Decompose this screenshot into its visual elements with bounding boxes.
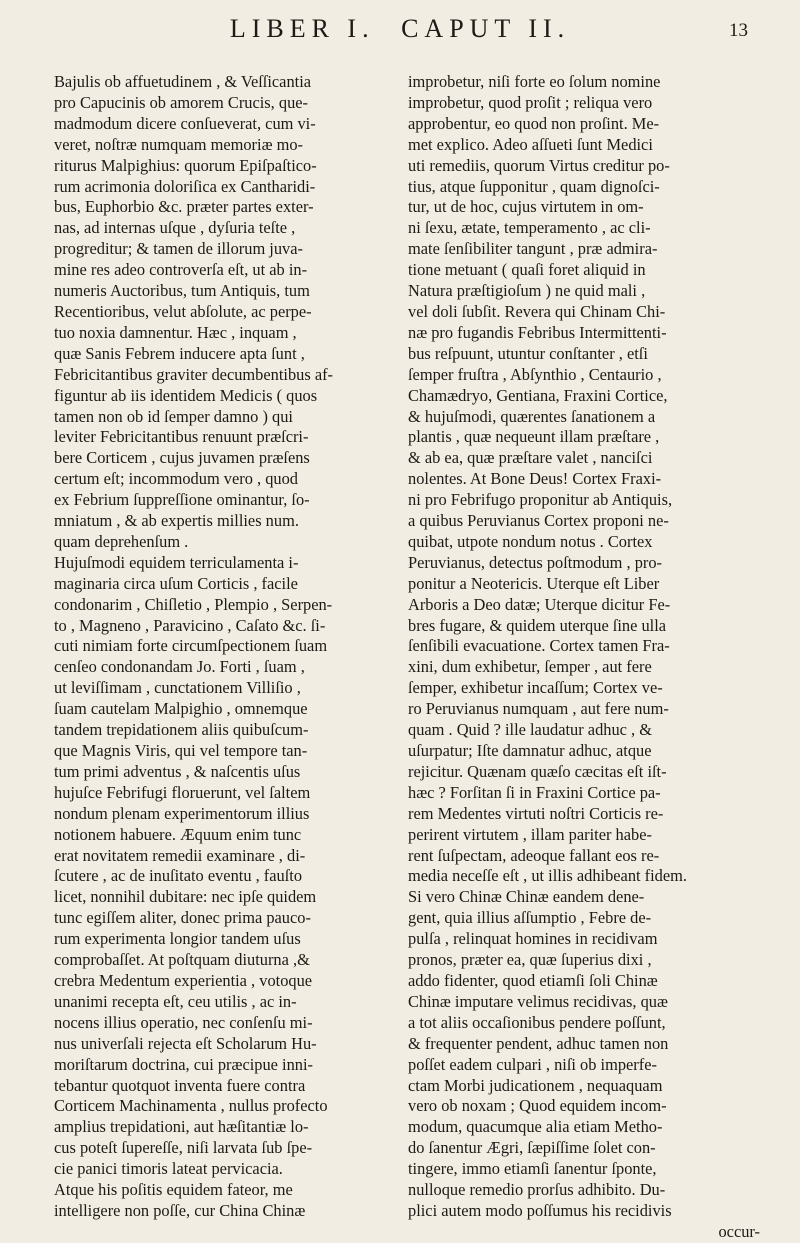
text-line: cie panici timoris lateat pervicacia.	[54, 1159, 283, 1179]
text-line: Si vero Chinæ Chinæ eandem dene-	[408, 887, 645, 907]
text-line: certum eſt; incommodum vero , quod	[54, 469, 298, 489]
text-line: Atque his poſitis equidem fateor, me	[54, 1180, 293, 1200]
text-line: tuo noxia damnentur. Hæc , inquam ,	[54, 322, 297, 342]
text-line: unanimi recepta eſt, ceu utilis , ac in-	[54, 991, 297, 1011]
text-line: ut leviſſimam , cunctationem Villiſio ,	[54, 678, 301, 698]
text-line: approbentur, eo quod non proſint. Me-	[408, 113, 660, 133]
text-line: quam deprehenſum .	[54, 531, 189, 551]
text-line: ex Febrium ſuppreſſione ominantur, ſo-	[54, 490, 310, 510]
text-line: vel doli ſubſit. Revera qui Chinam Chi-	[408, 301, 666, 321]
text-line: ſenſibili evacuatione. Cortex tamen Fra-	[408, 636, 670, 656]
text-line: rem Medentes virtuti noſtri Corticis re-	[408, 803, 664, 823]
text-line: madmodum dicere conſueverat, cum vi-	[54, 113, 316, 133]
text-line: næ pro fugandis Febribus Intermittenti-	[408, 322, 667, 342]
text-line: tunc egiſſem aliter, donec prima pauco-	[54, 908, 311, 928]
text-line: amplius trepidationi, aut hæſitantiæ lo-	[54, 1117, 309, 1137]
text-line: moriſtarum doctrina, cui præcipue inni-	[54, 1054, 313, 1074]
text-line: bres fugare, & quidem uterque ſine ulla	[408, 615, 667, 635]
text-line: uſurpatur; Iſte damnatur adhuc, atque	[408, 741, 652, 760]
page-number: 13	[729, 20, 748, 41]
text-line: tione metuant ( quaſi foret aliquid in	[408, 260, 646, 280]
text-line: cus poteſt ſupereſſe, niſi larvata ſub ſpe-	[54, 1138, 313, 1158]
text-line: crebra Medentum experientia , votoque	[54, 970, 313, 990]
text-line: mniatum , & ab expertis millies num.	[54, 511, 299, 531]
text-line: a tot aliis occaſionibus pendere poſſunt,	[408, 1012, 666, 1032]
text-line: tandem trepidationem aliis quibuſcum-	[54, 720, 309, 740]
text-line: ni ſexu, ætate, temperamento , ac cli-	[408, 218, 651, 238]
text-line: tius, atque ſupponitur , quam dignoſci-	[408, 176, 660, 196]
text-line: que Magnis Viris, qui vel tempore tan-	[54, 741, 308, 760]
text-line: quæ Sanis Febrem inducere apta ſunt ,	[54, 343, 305, 363]
text-line: Febricitantibus graviter decumbentibus af-	[54, 364, 334, 384]
text-line: xini, dum exhibetur, ſemper , aut fere	[408, 657, 652, 677]
text-line: Peruvianus, detectus poſtmodum , pro-	[408, 552, 663, 572]
text-line: poſſet eadem culpari , niſi ob imperfe-	[408, 1054, 657, 1074]
text-line: bus reſpuunt, utuntur conſtanter , etſi	[408, 343, 648, 363]
text-line: maginaria circa uſum Corticis , facile	[54, 573, 298, 593]
text-line: plici autem modo poſſumus his recidivis	[408, 1200, 672, 1220]
text-line: nocens illius operatio, nec conſenſu mi-	[54, 1012, 313, 1032]
text-line: addo fidenter, quod etiamſi ſoli Chinæ	[408, 970, 658, 990]
text-line: Corticem Machinamenta , nullus profecto	[54, 1096, 328, 1116]
chapter-label: CAPUT II.	[401, 14, 571, 43]
text-line: do ſanentur Ægri, ſæpiſſime ſolet con-	[408, 1138, 656, 1158]
text-line: tebantur quotquot inventa fuere contra	[54, 1075, 306, 1095]
text-line: numeris Auctoribus, tum Antiquis, tum	[54, 281, 310, 301]
text-line: rent ſuſpectam, adeoque fallant eos re-	[408, 845, 660, 865]
text-line: Recentioribus, velut abſolute, ac perpe-	[54, 301, 312, 321]
text-line: vero ob noxam ; Quod equidem incom-	[408, 1096, 667, 1116]
text-line: quibat, utpote nondum notus . Cortex	[408, 531, 653, 551]
text-line: Chinæ imputare velimus recidivas, quæ	[408, 991, 668, 1011]
text-line: uti remediis, quorum Virtus creditur po-	[408, 155, 670, 175]
text-line: nas, ad internas uſque , dyſuria teſte ,	[54, 218, 296, 238]
book-label: LIBER I.	[229, 14, 375, 43]
text-line: quam . Quid ? ille laudatur adhuc , &	[408, 720, 652, 740]
text-line: notionem habuere. Æquum enim tunc	[54, 824, 302, 844]
text-line: mate ſenſibiliter tangunt , præ admira-	[408, 239, 658, 259]
text-line: ro Peruvianus numquam , aut fere num-	[408, 699, 669, 719]
text-line: rum experimenta longior tandem uſus	[54, 929, 301, 949]
text-line: cuti nimiam forte circumſpectionem ſuam	[54, 636, 328, 656]
text-line: rum acrimonia doloriſica ex Cantharidi-	[54, 176, 316, 196]
text-line: nulloque remedio prorſus adhibito. Du-	[408, 1180, 666, 1200]
text-line: ſemper fruſtra , Abſynthio , Centaurio ,	[408, 364, 662, 384]
text-line: bus, Euphorbio &c. præter partes exter-	[54, 197, 314, 217]
text-line: nondum plenam experimentorum illius	[54, 803, 310, 823]
text-line: pulſa , relinquat homines in recidivam	[408, 929, 658, 949]
text-line: ponitur a Neotericis. Uterque eſt Liber	[408, 573, 660, 593]
catchword: occur-	[718, 1221, 760, 1241]
text-line: nus univerſali rejecta eſt Scholarum Hu-	[54, 1033, 317, 1053]
text-line: & hujuſmodi, quærentes ſanationem a	[408, 406, 656, 426]
text-line: rejicitur. Quænam quæſo cæcitas eſt iſt-	[408, 761, 667, 781]
text-line: intelligere non poſſe, cur China Chinæ	[54, 1200, 306, 1220]
text-line: bere Corticem , cujus juvamen præſens	[54, 448, 310, 468]
text-line: pro Capucinis ob amorem Crucis, que-	[54, 92, 308, 112]
text-line: hujuſce Febrifugi floruerunt, vel ſaltem	[54, 782, 311, 802]
text-line: figuntur ab iis identidem Medicis ( quos	[54, 385, 318, 405]
text-line: Arboris a Deo datæ; Uterque dicitur Fe-	[408, 594, 671, 614]
text-line: Hujuſmodi equidem terriculamenta i-	[54, 552, 299, 572]
text-line: ſemper, exhibetur incaſſum; Cortex ve-	[408, 678, 663, 698]
running-title	[0, 14, 800, 44]
text-line: Natura præſtigioſum ) ne quid mali ,	[408, 281, 646, 301]
text-line: plantis , quæ nequeunt illam præſtare ,	[408, 427, 660, 447]
text-line: condonarim , Chiſletio , Plempio , Serpen-	[54, 594, 333, 614]
text-line: ni pro Febrifugo proponitur ab Antiquis,	[408, 490, 673, 510]
text-line: to , Magneno , Paravicino , Caſato &c. ſi-	[54, 615, 326, 635]
text-line: riturus Malpighius: quorum Epiſpaſtico-	[54, 155, 317, 175]
text-line: tum primi adventus , & naſcentis uſus	[54, 761, 301, 781]
text-line: licet, nonnihil dubitare: nec ipſe quidem	[54, 887, 317, 907]
text-line: nolentes. At Bone Deus! Cortex Fraxi-	[408, 469, 662, 489]
left-text-column	[54, 72, 406, 1222]
text-line: a quibus Peruvianus Cortex proponi ne-	[408, 511, 669, 531]
text-line: erat novitatem remedii examinare , di-	[54, 845, 306, 865]
text-line: ſcutere , ac de inuſitato eventu , fauſto	[54, 866, 303, 886]
text-line: leviter Febricitantibus renuunt præſcri-	[54, 427, 309, 447]
text-line: & ab ea, quæ præſtare valet , nanciſci	[408, 448, 653, 468]
running-header	[0, 14, 800, 54]
text-line: media neceſſe eſt , ut illis adhibeant fidem.	[408, 866, 688, 886]
text-line: tur, ut de hoc, cujus virtutem in om-	[408, 197, 644, 217]
text-line: comprobaſſet. At poſtquam diuturna ,&	[54, 950, 310, 970]
text-line: & frequenter pendent, adhuc tamen non	[408, 1033, 669, 1053]
text-line: modum, quacumque alia etiam Metho-	[408, 1117, 663, 1137]
text-line: gent, quia illius aſſumptio , Febre de-	[408, 908, 652, 928]
text-line: tingere, immo etiamſi ſanentur ſponte,	[408, 1159, 657, 1179]
text-line: pronos, præter ea, quæ ſuperius dixi ,	[408, 950, 652, 970]
right-text-column	[408, 72, 764, 1243]
text-line: mine res adeo controverſa eſt, ut ab in-	[54, 260, 308, 280]
text-line: Bajulis ob affuetudinem , & Veſſicantia	[54, 72, 312, 91]
text-line: Chamædryo, Gentiana, Fraxini Cortice,	[408, 385, 668, 405]
text-line: tamen non ob id ſemper damno ) qui	[54, 406, 293, 426]
text-line: cenſeo condonandam Jo. Forti , ſuam ,	[54, 657, 305, 677]
text-line: improbetur, quod proſit ; reliqua vero	[408, 92, 653, 112]
text-line: ctam Morbi judicationem , nequaquam	[408, 1075, 663, 1095]
text-line: hæc ? Forſitan ſi in Fraxini Cortice pa-	[408, 782, 661, 802]
text-line: progreditur; & tamen de illorum juva-	[54, 239, 303, 259]
text-line: ſuam cautelam Malpighio , omnemque	[54, 699, 308, 719]
text-line: met explico. Adeo aſſueti ſunt Medici	[408, 134, 653, 154]
text-line: veret, noſtræ numquam memoriæ mo-	[54, 134, 304, 154]
text-line: perirent virtutem , illam pariter habe-	[408, 824, 652, 844]
text-line: improbetur, niſi forte eo ſolum nomine	[408, 72, 661, 91]
